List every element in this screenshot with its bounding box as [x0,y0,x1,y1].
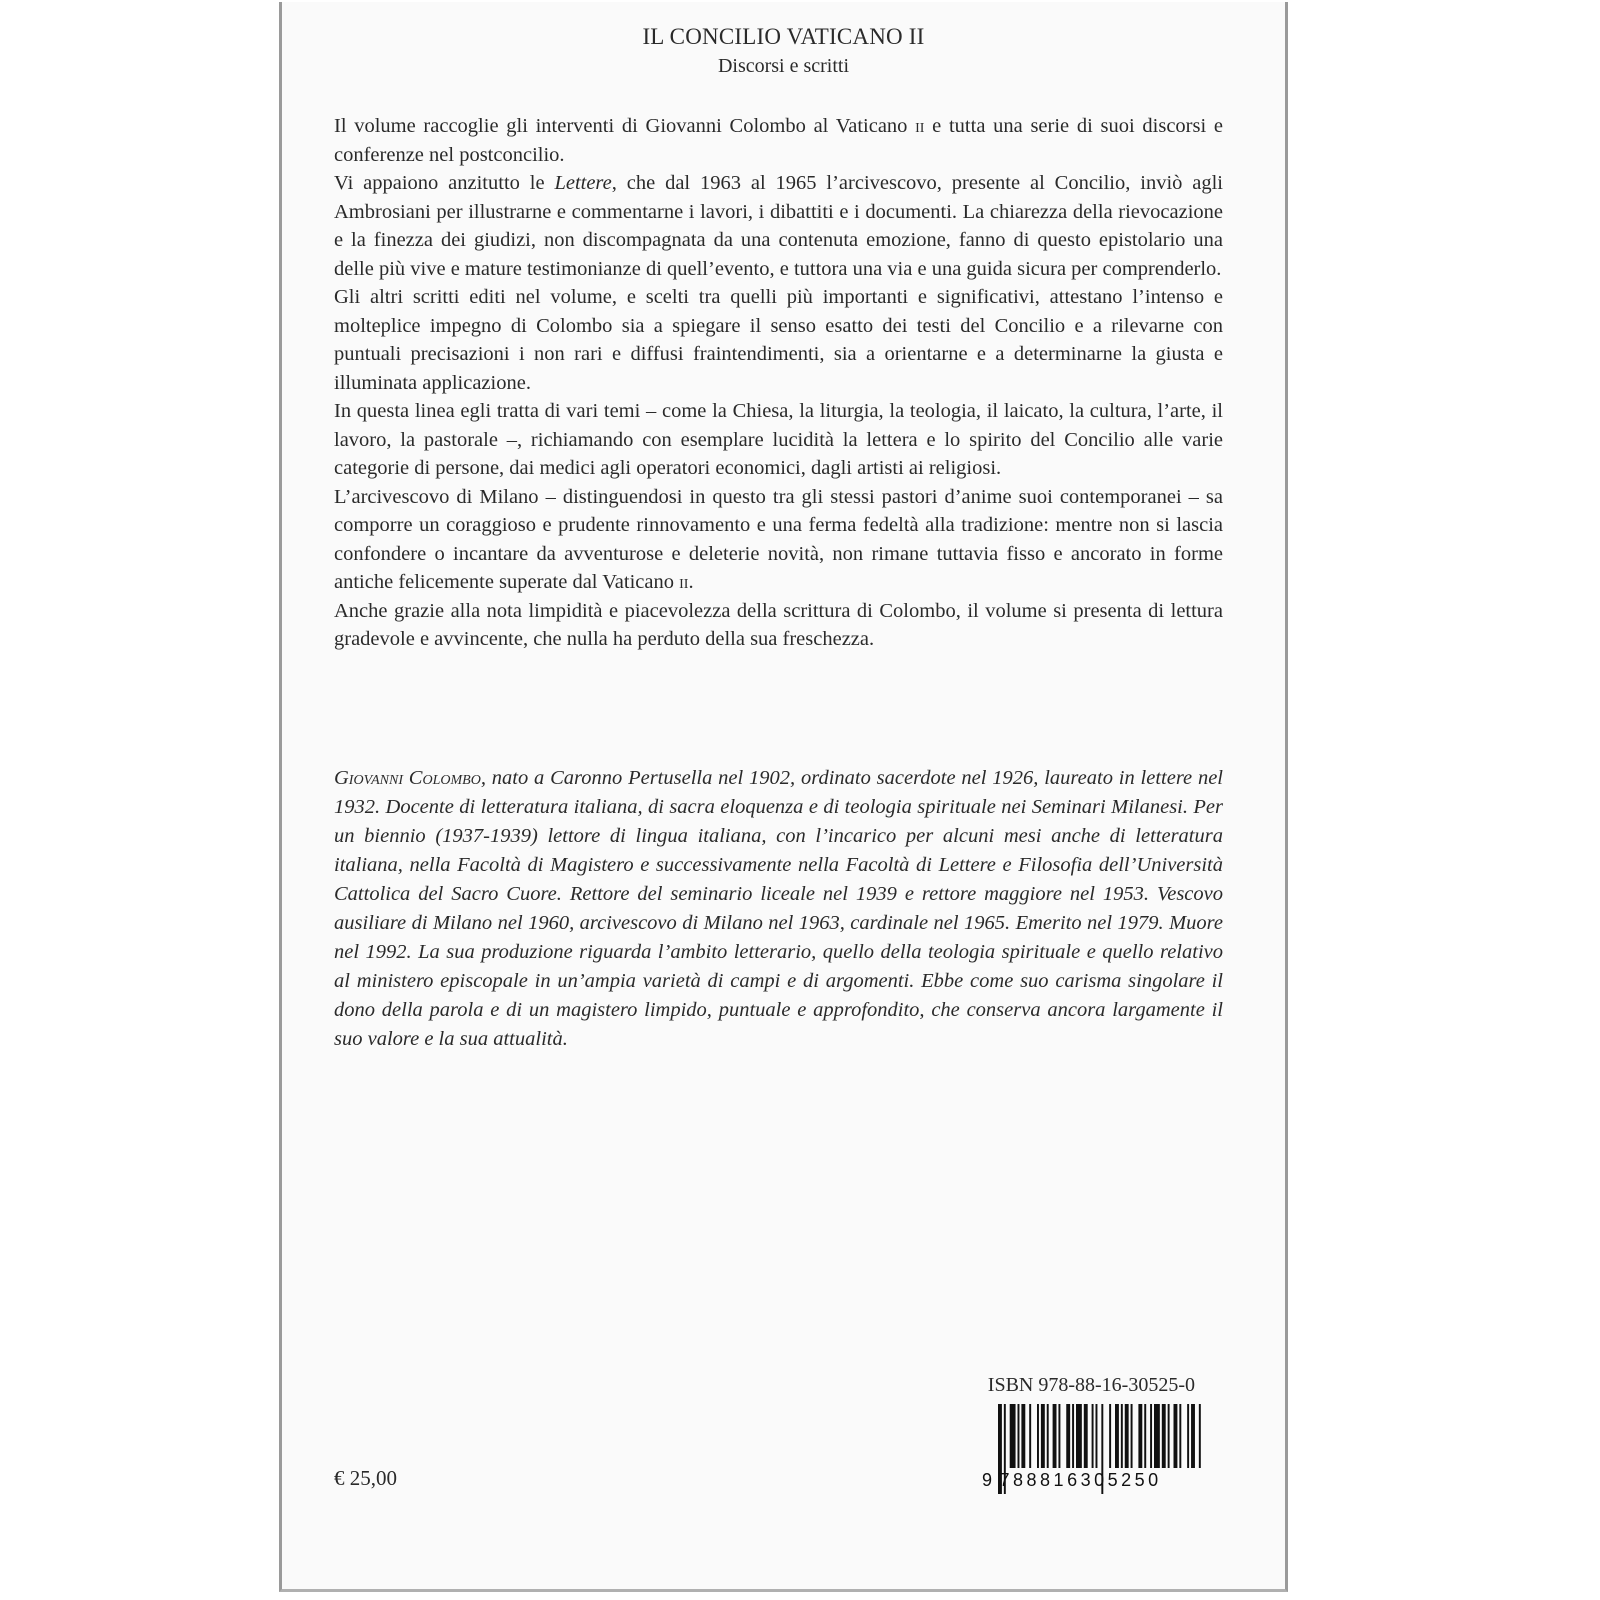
text-run: , che dal 1963 al 1965 l’arcivescovo, presente al Concilio, inviò agli Ambrosiani per illustrarne e commentarne i lavori, i dibattiti e i documenti. La chiarezza della rievocazione e la finezza dei giudizi, non discompagnata da una contenuta emozione, fanno di questo epistolario una delle più vive e mature testimonianze di quell’evento, e tuttora una via e una guida sicura per comprenderlo. [334,172,1224,280]
description-text [334,112,1223,654]
price-label: € 25,00 [334,1466,397,1490]
barcode-bar [1041,1404,1045,1468]
barcode-bar [1191,1404,1195,1468]
barcode-bar [1144,1404,1146,1468]
barcode-bar [1047,1404,1049,1468]
barcode-bar [1121,1404,1123,1468]
text-run: Il volume raccoglie gli interventi di Giovanni Colombo al Vaticano [334,115,916,137]
barcode-bar [1053,1404,1057,1468]
roman-numeral: ii [679,571,689,593]
author-name: Giovanni Colombo [334,767,481,789]
barcode-bar [1138,1404,1142,1468]
barcode-bar [1174,1404,1178,1468]
barcode-bar [1187,1404,1189,1468]
bio-text: , nato a Caronno Pertusella nel 1902, ordinato sacerdote nel 1926, laureato in lettere nel 1932. Docente di letteratura italiana, di sacra eloquenza e di teologia spirituale nei Seminari Milanesi. Per un biennio (1937-1939) lettore di lingua italiana, con l’incarico per alcuni mesi anche di letteratura italiana, nella Facoltà di Magistero e successivamente nella Facoltà di Lettere e Filosofia dell’Università Cattolica del Sacro Cuore. Rettore del seminario liceale nel 1939 e rettore maggiore nel 1953. Vescovo ausiliare di Milano nel 1960, arcivescovo di Milano nel 1963, cardinale nel 1965. Emerito nel 1979. Muore nel 1992. La sua produzione riguarda l’ambito letterario, quello della teologia spirituale e quello relativo al ministero episcopale in un’ampia varietà di campi e di argomenti. Ebbe come suo carisma singolare il dono della parola e di un magistero limpido, puntuale e approfondito, che conserva ancora largamente il suo valore e la sua attualità. [334,767,1224,1050]
barcode-bar [1199,1404,1201,1468]
description-paragraph: Gli altri scritti editi nel volume, e scelti tra quelli più importanti e significativi, attestano l’intenso e molteplice impegno di Colombo sia a spiegare il senso esatto dei testi del Concilio e a rilevarne con puntuali precisazioni i non rari e diffusi fraintendimenti, sia a orientarne e a determinarne la giusta e illuminata applicazione. [334,286,1223,394]
text-run: Vi appaiono anzitutto le [334,172,555,194]
barcode-bar [1096,1404,1098,1468]
italic-title: Lettere [554,172,612,194]
description-paragraph [334,169,1223,283]
barcode-bar [1037,1404,1039,1468]
description-paragraph [334,112,1223,169]
barcode-bar [1058,1404,1060,1468]
barcode-bar [1072,1404,1074,1468]
barcode-bar [1131,1404,1133,1468]
description-paragraph: Anche grazie alla nota limpidità e piacevolezza della scrittura di Colombo, il volume si presenta di lettura gradevole e avvincente, che nulla ha perduto della sua freschezza. [334,599,1223,650]
barcode-bar [1168,1404,1170,1468]
barcode-bar [1125,1404,1129,1468]
barcode-bar [1029,1404,1031,1468]
roman-numeral: ii [915,115,925,137]
barcode-bar [1021,1404,1025,1468]
barcode-bar [1179,1404,1181,1468]
text-run: e tutta una serie di suoi discorsi e conferenze nel postconcilio. [334,115,1223,166]
barcode-bar [1076,1404,1082,1468]
text-run: L’arcivescovo di Milano – distinguendosi in questo tra gli stessi pastori d’anime suoi contemporanei – sa comporre un coraggioso e prudente rinnovamento e una ferma fedeltà alla tradizione: mentre non si lascia confondere o incantare da avventurose e deleterie novità, non rimane tuttavia fisso e ancorato in forme antiche felicemente superate dal Vaticano [334,485,1223,593]
barcode-bar [1115,1404,1119,1468]
barcode-bar [1018,1404,1020,1468]
book-subtitle: Discorsi e scritti [717,55,850,77]
barcode-bar [1109,1404,1111,1468]
barcode-bar [1010,1404,1016,1468]
description-paragraph: In questa linea egli tratta di vari temi – come la Chiesa, la liturgia, la teologia, il laicato, la cultura, l’arte, il lavoro, la pastorale –, richiamando con esemplare lucidità la lettera e lo spirito del Concilio alle varie categorie di persone, dai medici agli operatori economici, dagli artisti ai religiosi. [334,400,1223,479]
cover-header [282,22,1285,80]
description-paragraph [334,483,1223,597]
barcode-bar [1084,1404,1088,1468]
isbn-label: ISBN 978-88-16-30525-0 [987,1374,1195,1396]
barcode-first-digit: 9 [982,1470,996,1490]
author-bio [334,764,1223,1054]
barcode-bar [1162,1404,1166,1468]
barcode-bar [1150,1404,1152,1468]
barcode-bar [1066,1404,1070,1468]
barcode-digit-group: 788816305250 [999,1470,1162,1490]
barcode-bar [1154,1404,1160,1468]
book-back-cover [279,2,1288,1592]
bio-paragraph [334,764,1223,1054]
text-run: . [688,571,694,593]
book-title: IL CONCILIO VATICANO II [642,24,925,49]
barcode-digits [982,1470,1162,1491]
barcode-bar [1092,1404,1094,1468]
